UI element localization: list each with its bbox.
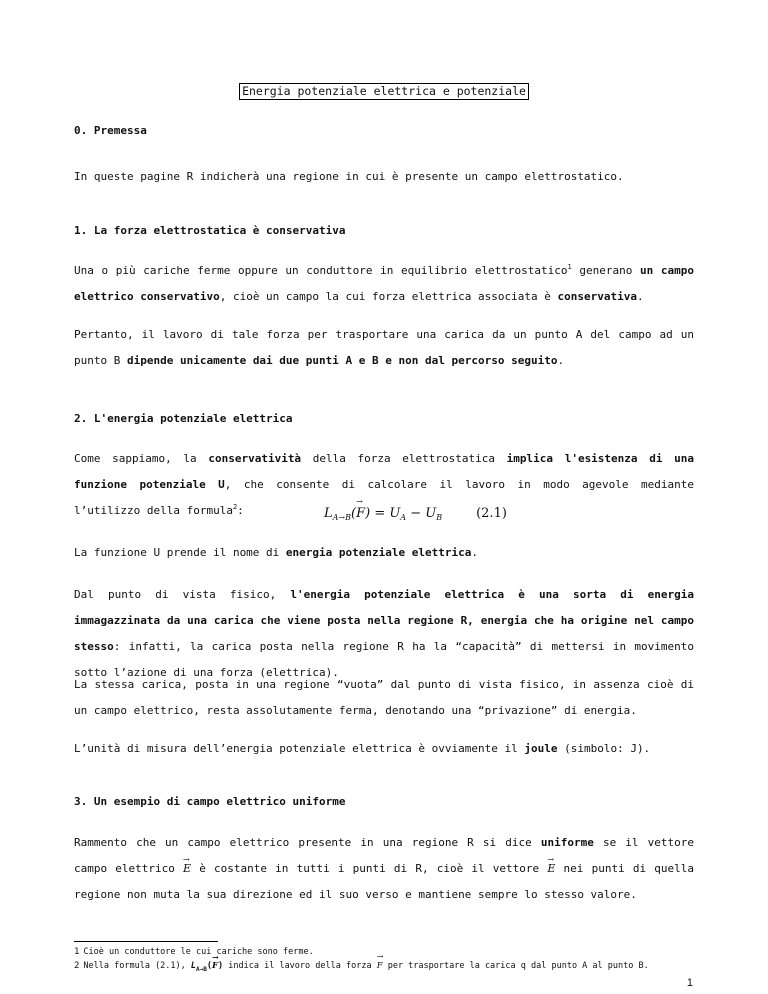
electric-field-vector-symbol-2: → E	[547, 856, 555, 882]
section-2-paragraph-1: Come sappiamo, la conservatività della forza elettrostatica implica l'esistenza di una funzione potenziale U, che consente di calcolare il lavoro in modo agevole mediante l’utilizzo della formula$^2$:	[74, 452, 694, 517]
footnote-ref-2: 2	[232, 503, 238, 511]
section-0-heading: 0. Premessa	[74, 124, 147, 137]
section-3-paragraph-1: Rammento che un campo elettrico presente in una regione R si dice uniforme se il vettore campo elettrico → E è costante in tutti i punti di R, cioè il vettore → E nei punti di quella regione non muta la sua direzione ed il suo verso e mantiene sempre lo stesso valore.	[74, 830, 694, 908]
formula-2-1: $L_{A\to B}(\to F) = U_A - U_B$ (2.1)	[324, 506, 507, 522]
footnote-2: 2 Nella formula (2.1), $L_{A\to B}(\to F)$ indica il lavoro della forza → F per trasportare la carica q dal punto A al punto B.	[74, 960, 649, 976]
document-title: Energia potenziale elettrica e potenziale	[239, 83, 529, 100]
formula-number: (2.1)	[476, 506, 507, 521]
section-2-paragraph-5: L’unità di misura dell’energia potenziale elettrica è ovviamente il joule (simbolo: J).	[74, 742, 651, 755]
section-2-heading: 2. L'energia potenziale elettrica	[74, 412, 293, 425]
footnote-divider	[74, 941, 218, 942]
section-0-paragraph: In queste pagine R indicherà una regione in cui è presente un campo elettrostatico.	[74, 170, 624, 183]
force-vector-symbol: → F	[356, 506, 365, 521]
footnote-1: 1 Cioè un conduttore le cui cariche sono ferme.	[74, 947, 314, 957]
section-1-paragraph-1: Una o più cariche ferme oppure un conduttore in equilibrio elettrostatico$^1$ generano un campo elettrico conservativo, cioè un campo la cui forza elettrica associata è conservativa.	[74, 263, 694, 303]
section-3-heading: 3. Un esempio di campo elettrico uniforme	[74, 795, 346, 808]
electric-field-vector-symbol: → E	[183, 856, 191, 882]
title-container	[74, 80, 694, 100]
page-number: 1	[686, 977, 693, 989]
section-2-paragraph-2: La funzione U prende il nome di energia potenziale elettrica.	[74, 546, 478, 559]
section-1-heading: 1. La forza elettrostatica è conservativa	[74, 224, 346, 237]
footnote-ref-1: 1	[567, 263, 572, 271]
section-2-paragraph-4: La stessa carica, posta in una regione “vuota” dal punto di vista fisico, in assenza cioè di un campo elettrico, resta assolutamente ferma, denotando una “privazione” di energia.	[74, 678, 694, 717]
section-1-paragraph-2: Pertanto, il lavoro di tale forza per trasportare una carica da un punto A del campo ad un punto B dipende unicamente dai due punti A e B e non dal percorso seguito.	[74, 328, 694, 367]
section-2-paragraph-3: Dal punto di vista fisico, l'energia potenziale elettrica è una sorta di energia immagazzinata da una carica che viene posta nella regione R, energia che ha origine nel campo stesso: infatti, la carica posta nella regione R ha la “capacità” di mettersi in movimento sotto l’azione di una forza (elettrica).	[74, 588, 694, 679]
